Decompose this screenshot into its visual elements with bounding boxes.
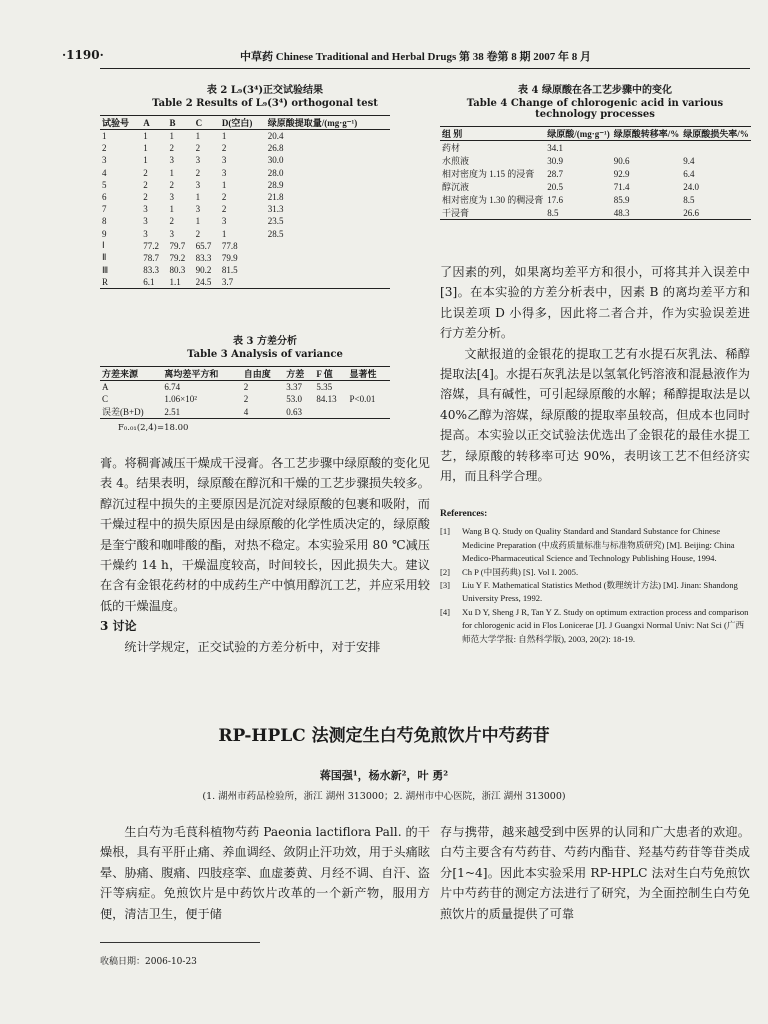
table2-cell: 81.5 bbox=[221, 265, 238, 276]
table2-cell: 3 bbox=[143, 228, 148, 239]
table2-cell: 77.2 bbox=[143, 240, 159, 251]
table2-cell: 2 bbox=[221, 204, 227, 215]
table2-cell: 2 bbox=[195, 167, 201, 178]
table4-header-cell: 绿原酸/(mg·g⁻¹) bbox=[547, 129, 610, 139]
section-heading-discussion: 3 讨论 bbox=[100, 619, 137, 634]
table4-caption-cn: 表 4 绿原酸在各工艺步骤中的变化 bbox=[518, 85, 672, 96]
table2-cell: 2 bbox=[169, 143, 174, 154]
table4-cell: 28.7 bbox=[547, 168, 564, 179]
table2-cell: 3 bbox=[169, 192, 174, 203]
header-rule bbox=[100, 68, 750, 69]
table4-block bbox=[440, 81, 750, 220]
table4-cell: 20.5 bbox=[547, 181, 564, 192]
left-paragraph-1: 膏。将稠膏减压干燥成干浸膏。各工艺步骤中绿原酸的变化见表 4。结果表明，绿原酸在醇沉和干燥的工艺步骤损失较多。醇沉过程中损失的主要原因是沉淀对绿原酸的包裹和吸附，而干燥过程中的损失原因是由绿原酸的化学性质决定的，绿原酸是奎宁酸和咖啡酸的酯，对热不稳定。本实验采用 80 ℃减压干燥约 14 h，干燥温度较高，时间较长，因此损失大。建议在含有金银花药材的中成药生产中慎用醇沉工艺，并应采用较低的干燥温度。 bbox=[100, 456, 430, 613]
table2-cell: Ⅲ bbox=[102, 264, 109, 275]
table2-cell: 1 bbox=[195, 131, 201, 142]
table2-cell: 30.0 bbox=[267, 155, 284, 166]
table2-cell: 28.9 bbox=[267, 179, 284, 190]
table3-cell: 0.63 bbox=[286, 406, 302, 417]
table3-header-cell: 显著性 bbox=[349, 369, 377, 379]
table2-header-cell: 试验号 bbox=[102, 118, 130, 128]
table4-header-cell: 绿原酸转移率/% bbox=[613, 129, 680, 139]
left-body-text bbox=[100, 453, 430, 657]
table3-cell: C bbox=[102, 394, 109, 405]
table2-cell: 2 bbox=[195, 228, 201, 239]
references-heading: References: bbox=[440, 509, 488, 519]
table3-header-cell: 自由度 bbox=[243, 369, 271, 379]
table2-cell: 4 bbox=[102, 167, 107, 178]
reference-item bbox=[440, 525, 750, 565]
table2-block bbox=[100, 81, 430, 289]
table3-header-cell: 离均差平方和 bbox=[164, 369, 219, 379]
table3-cell: 3.37 bbox=[286, 382, 302, 393]
table2-cell: 2 bbox=[169, 216, 174, 227]
table2-header-cell: B bbox=[169, 117, 176, 128]
table3-cell: 6.74 bbox=[164, 382, 181, 393]
left-paragraph-2: 统计学规定，正交试验的方差分析中，对于安排 bbox=[124, 639, 381, 654]
table2-row bbox=[100, 228, 390, 240]
article-body-right bbox=[440, 822, 750, 924]
table2-cell: 23.5 bbox=[267, 216, 284, 227]
table2-cell: 5 bbox=[102, 179, 107, 190]
table2-cell: 1 bbox=[221, 228, 227, 239]
table2-cell: 21.8 bbox=[267, 192, 284, 203]
table4-cell: 17.6 bbox=[547, 194, 564, 205]
table3-cell bbox=[348, 381, 390, 394]
table3-cell: 2.51 bbox=[164, 406, 181, 417]
table2-cell: 79.2 bbox=[169, 252, 186, 263]
reference-text: Liu Y F. Mathematical Statistics Method (数理统计方法) [M]. Jinan: Shandong University Press, 1992. bbox=[462, 580, 738, 604]
table2-cell: 20.4 bbox=[267, 131, 284, 142]
journal-title: 中草药 Chinese Traditional and Herbal Drugs 第 38 卷第 8 期 2007 年 8 月 bbox=[240, 51, 592, 63]
reference-text: Xu D Y, Sheng J R, Tan Y Z. Study on optimum extraction process and comparison for chlorogenic acid in Flos Lonicerae [J]. J Guangxi Normal Univ: Nat Sci (广西师范大学学报: 自然科学版), 2003, 20(2): 18-19. bbox=[462, 606, 749, 644]
table2-cell: 2 bbox=[143, 192, 148, 203]
reference-item bbox=[440, 606, 750, 646]
table4-cell: 24.0 bbox=[683, 181, 699, 192]
table2-row bbox=[100, 130, 390, 143]
table2-row bbox=[100, 179, 390, 191]
table4-cell: 34.1 bbox=[547, 142, 564, 153]
table4-caption-en-1: Table 4 Change of chlorogenic acid in various bbox=[466, 98, 724, 109]
table3 bbox=[100, 366, 390, 419]
article-paragraph-left: 生白芍为毛茛科植物芍药 Paeonia lactiflora Pall. 的干燥根，具有平肝止痛、养血调经、敛阴止汗功效，用于头痛眩晕、胁痛、腹痛、四肢痉挛、血虚萎黄、月经不调、自汗、盗汗等病症。免煎饮片是中药饮片改革的一个新产物，服用方便，清洁卫生，便于储 bbox=[100, 825, 430, 921]
table2-cell: 77.8 bbox=[221, 240, 238, 251]
table2-cell: 1 bbox=[169, 167, 174, 178]
table2-cell: 6.1 bbox=[143, 277, 155, 288]
table2 bbox=[100, 115, 390, 289]
table4-cell: 8.5 bbox=[683, 194, 695, 205]
table3-cell: 2 bbox=[243, 394, 249, 405]
table4-row bbox=[440, 167, 751, 180]
table4-row bbox=[440, 206, 751, 220]
table2-header-cell: C bbox=[195, 117, 203, 128]
table3-caption-en: Table 3 Analysis of variance bbox=[187, 349, 343, 360]
table3-footnote: F₀.₀₁(2,4)=18.00 bbox=[118, 423, 189, 434]
table2-row bbox=[100, 264, 390, 276]
table2-cell: 2 bbox=[143, 179, 148, 190]
table2-cell: 1 bbox=[143, 143, 148, 154]
table2-cell: 31.3 bbox=[267, 204, 284, 215]
table2-cell: 3 bbox=[195, 155, 201, 166]
table4-cell: 90.6 bbox=[613, 155, 630, 166]
table4-cell: 6.4 bbox=[683, 168, 695, 179]
table2-cell: 3 bbox=[195, 204, 201, 215]
table2-cell: 2 bbox=[195, 143, 201, 154]
reference-number: [4] bbox=[440, 606, 451, 617]
table2-cell: 2 bbox=[102, 143, 107, 154]
table3-block bbox=[100, 332, 430, 433]
table2-cell: 1 bbox=[221, 179, 227, 190]
table2-cell bbox=[266, 276, 390, 289]
table2-row bbox=[100, 276, 390, 289]
table2-header-cell: A bbox=[143, 117, 150, 128]
table4-cell: 8.5 bbox=[547, 207, 559, 218]
table2-cell: 83.3 bbox=[195, 252, 212, 263]
table2-row bbox=[100, 203, 390, 215]
table4-cell: 干浸膏 bbox=[442, 208, 470, 218]
table2-cell: 1 bbox=[102, 131, 107, 142]
table2-row bbox=[100, 191, 390, 203]
table2-cell: 2 bbox=[221, 192, 227, 203]
table4-caption-en-2: technology processes bbox=[535, 109, 655, 120]
table2-cell: 7 bbox=[102, 204, 107, 215]
table2-cell: 1 bbox=[195, 192, 201, 203]
right-paragraph-2: 文献报道的金银花的提取工艺有水提石灰乳法、稀醇提取法[4]。水提石灰乳法是以氢氧化钙溶液和混悬液作为溶媒，具有碱性，可引起绿原酸的水解；稀醇提取法是以 40%乙醇为溶媒，绿原酸的提取率虽较高，但成本也同时提高。本实验以正交试验法优选出了金银花的最佳水提工艺，绿原酸的转移率可达 90%，表明该工艺不但经济实用，而且科学合理。 bbox=[440, 346, 750, 484]
table4-cell: 48.3 bbox=[613, 207, 630, 218]
table3-header-cell: 方差来源 bbox=[102, 369, 139, 379]
table2-cell: 1 bbox=[169, 204, 174, 215]
table4-row bbox=[440, 193, 751, 206]
reference-number: [2] bbox=[440, 566, 451, 577]
table2-cell: 90.2 bbox=[195, 265, 212, 276]
table2-row bbox=[100, 252, 390, 264]
table2-cell: 1 bbox=[169, 131, 174, 142]
table2-cell: 3 bbox=[143, 204, 148, 215]
table2-cell: 28.0 bbox=[267, 167, 284, 178]
received-date: 收稿日期：2006-10-23 bbox=[100, 957, 197, 967]
table2-cell: 1.1 bbox=[169, 277, 181, 288]
table3-row bbox=[100, 381, 390, 394]
table2-row bbox=[100, 154, 390, 166]
page-number: ·1190· bbox=[62, 48, 104, 62]
table2-cell: 6 bbox=[102, 192, 107, 203]
table2-cell: 9 bbox=[102, 228, 107, 239]
table2-cell bbox=[266, 252, 390, 264]
table2-cell: 1 bbox=[195, 216, 201, 227]
table2-cell: Ⅱ bbox=[102, 252, 107, 263]
table3-header-cell: F 值 bbox=[316, 369, 333, 379]
table4-row bbox=[440, 141, 751, 155]
table2-cell: 79.7 bbox=[169, 240, 186, 251]
table4-row bbox=[440, 154, 751, 167]
table2-cell: 2 bbox=[169, 179, 174, 190]
table2-header-cell: D(空白) bbox=[221, 118, 253, 128]
table2-caption-en: Table 2 Results of L₉(3⁴) orthogonal test bbox=[152, 98, 378, 109]
table2-cell: 2 bbox=[221, 143, 227, 154]
table3-cell: 1.06×10² bbox=[164, 394, 197, 405]
table2-cell: Ⅰ bbox=[102, 240, 105, 251]
article-paragraph-right: 存与携带，越来越受到中医界的认同和广大患者的欢迎。白芍主要含有芍药苷、芍药内酯苷、羟基芍药苷等苷类成分[1~4]。因此本实验采用 RP-HPLC 法对生白芍免煎饮片中芍药苷的测定方法进行了研究，为全面控制生白芍免煎饮片的质量提供了可靠 bbox=[440, 825, 750, 921]
table2-cell bbox=[266, 264, 390, 276]
table4-cell: 92.9 bbox=[613, 168, 630, 179]
table4-cell: 9.4 bbox=[683, 155, 695, 166]
table4-header-cell: 组 别 bbox=[442, 129, 463, 139]
table2-cell: 8 bbox=[102, 216, 107, 227]
table2-cell: 78.7 bbox=[143, 252, 159, 263]
table4 bbox=[440, 126, 751, 220]
reference-text: Wang B Q. Study on Quality Standard and Standard Substance for Chinese Medicine Preparation (中成药质量标准与标准物质研究) [M]. Beijing: China Medico-Pharmaceutical Science and Technology Publishing House, 1994. bbox=[462, 526, 735, 564]
table2-cell: 3 bbox=[195, 179, 201, 190]
table2-cell: 28.5 bbox=[267, 228, 284, 239]
table3-cell: 5.35 bbox=[316, 382, 333, 393]
table2-cell: 3 bbox=[221, 155, 227, 166]
table3-cell bbox=[348, 405, 390, 419]
table2-row bbox=[100, 240, 390, 252]
table4-cell: 醇沉液 bbox=[442, 182, 470, 192]
table3-cell: 84.13 bbox=[316, 394, 337, 405]
table4-cell: 71.4 bbox=[613, 181, 630, 192]
reference-number: [1] bbox=[440, 526, 451, 537]
table4-cell: 水煎液 bbox=[442, 156, 470, 166]
footnote-rule bbox=[100, 942, 260, 943]
table2-cell: 1 bbox=[221, 131, 227, 142]
table3-row bbox=[100, 393, 390, 405]
table3-row bbox=[100, 405, 390, 419]
table2-cell: 65.7 bbox=[195, 240, 212, 251]
article-affiliation: (1. 湖州市药品检验所，浙江 湖州 313000；2. 湖州市中心医院，浙江 湖州 313000) bbox=[202, 791, 566, 802]
table2-cell: 26.8 bbox=[267, 143, 284, 154]
table3-cell: 4 bbox=[243, 406, 249, 417]
table3-cell: 误差(B+D) bbox=[102, 407, 144, 418]
table2-cell: 24.5 bbox=[195, 277, 212, 288]
table2-cell: 3 bbox=[143, 216, 148, 227]
table2-cell: 79.9 bbox=[221, 252, 238, 263]
table2-row bbox=[100, 167, 390, 179]
running-header bbox=[40, 44, 740, 62]
table4-cell bbox=[681, 141, 751, 155]
references bbox=[440, 508, 750, 646]
reference-number: [3] bbox=[440, 580, 451, 591]
table3-cell: P<0.01 bbox=[349, 394, 376, 405]
table4-cell: 相对密度为 1.30 的稠浸膏 bbox=[442, 195, 544, 205]
table2-cell bbox=[266, 240, 390, 252]
table4-cell: 相对密度为 1.15 的浸膏 bbox=[442, 169, 535, 179]
reference-text: Ch P (中国药典) [S]. Vol I. 2005. bbox=[462, 566, 579, 577]
table2-cell: 80.3 bbox=[169, 265, 186, 276]
table2-cell: 83.3 bbox=[143, 265, 159, 276]
article-title: RP-HPLC 法测定生白芍免煎饮片中芍药苷 bbox=[218, 726, 550, 746]
table2-caption-cn: 表 2 L₉(3⁴)正交试验结果 bbox=[206, 85, 324, 96]
table2-cell: 3 bbox=[169, 228, 174, 239]
table2-cell: 3 bbox=[102, 155, 107, 166]
table2-row bbox=[100, 215, 390, 227]
table2-header-cell: 绿原酸提取量/(mg·g⁻¹) bbox=[267, 118, 358, 128]
table3-caption-cn: 表 3 方差分析 bbox=[233, 336, 297, 347]
right-paragraph-1: 了因素的列，如果离均差平方和很小，可将其并入误差中[3]。在本实验的方差分析表中，因素 B 的离均差平方和比误差项 D 小得多，因此将二者合并，作为实验误差进行方差分析。 bbox=[440, 265, 750, 341]
table2-cell: 3 bbox=[221, 167, 227, 178]
right-body-text bbox=[440, 262, 750, 486]
table3-cell: 2 bbox=[243, 382, 249, 393]
table2-cell: 3 bbox=[169, 155, 174, 166]
article-authors: 蒋国强¹，杨水新²，叶 勇² bbox=[319, 769, 449, 782]
table4-cell: 26.6 bbox=[683, 207, 699, 218]
table2-cell: R bbox=[102, 277, 109, 288]
article-body-left bbox=[100, 822, 430, 924]
table2-cell: 3.7 bbox=[221, 277, 234, 288]
table3-header-cell: 方差 bbox=[286, 369, 305, 379]
table3-cell bbox=[314, 405, 347, 419]
table2-cell: 1 bbox=[143, 155, 148, 166]
table4-cell bbox=[612, 141, 682, 155]
table2-cell: 2 bbox=[143, 167, 148, 178]
table4-cell: 85.9 bbox=[613, 194, 630, 205]
reference-item bbox=[440, 566, 750, 579]
table2-row bbox=[100, 142, 390, 154]
table4-row bbox=[440, 180, 751, 193]
table3-cell: 53.0 bbox=[286, 394, 302, 405]
table2-cell: 3 bbox=[221, 216, 227, 227]
reference-item bbox=[440, 579, 750, 606]
table3-cell: A bbox=[102, 382, 109, 393]
table4-cell: 30.9 bbox=[547, 155, 564, 166]
table4-header-cell: 绿原酸损失率/% bbox=[683, 129, 749, 139]
table2-cell: 1 bbox=[143, 131, 148, 142]
table4-cell: 药材 bbox=[442, 143, 461, 153]
